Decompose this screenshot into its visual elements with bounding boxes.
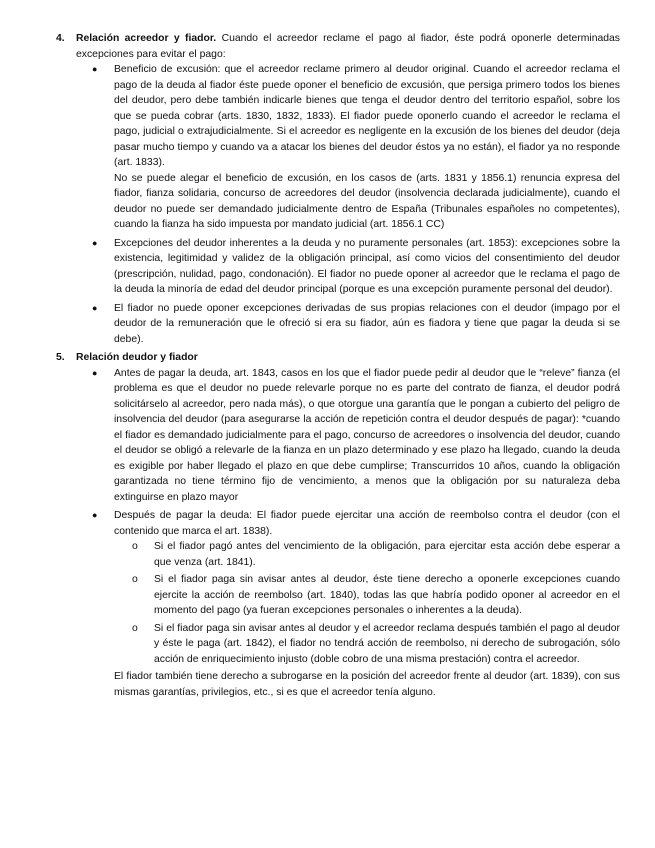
paragraph: Beneficio de excusión: que el acreedor reclame primero al deudor original. Cuando el acreedor reclama el pago de la deuda al fiador éste puede oponer el beneficio de excusión, que persiga primero todos los bienes del deudor, pero debe también indicarle bienes que tenga el deudor dentro del territorio español, sobre los que se pueda cobrar (arts. 1830, 1832, 1833). El fiador puede oponerlo cuando el acreedor le reclama el pago, judicial o extrajudicialmente. Si el acreedor es negligente en la excusión de los bienes del deudor (deja pasar mucho tiempo y cuando va a atacar los bienes del deudor éstos ya no están), el fiador ya no responde (art. 1833). (114, 64, 620, 168)
circle-bullet-icon: o (132, 541, 138, 552)
sub-list-item (132, 539, 620, 570)
paragraph: Antes de pagar la deuda, art. 1843, casos en los que el fiador puede pedir al deudor que le “releve” fianza (el problema es que el deudor no puede relevarle porque no es parte del contrato de fianza, el deudor podrá solicitárselo al acreedor, pero nada más), o que otorgue una garantía que le pongan a cubierto del peligro de insolvencia del deudor (para asegurarse la acción de repetición contra el deudor después de pagar): *cuando el fiador es demandado judicialmente para el pago, concurso de acreedores o insolvencia del deudor, cuando el deudor se obligó a relevarle de la fianza en un plazo determinado y ese plazo ha llegado, cuando la deuda es exigible por haber llegado el plazo en que debe cumplirse; Transcurridos 10 años, cuando la obligación garantizada no tiene término fijo de vencimiento, a menos que la obligación por su naturaleza deba extinguirse en plazo mayor (114, 367, 620, 503)
section-heading (76, 350, 620, 366)
sub-list-item (132, 621, 620, 668)
section-number: 5. (56, 352, 65, 363)
list-item (92, 62, 620, 233)
list-item (92, 366, 620, 506)
paragraph: Después de pagar la deuda: El fiador puede ejercitar una acción de reembolso contra el deudor (con el contenido que marca el art. 1838). (114, 510, 620, 537)
sub-list (114, 539, 620, 667)
section-5 (54, 350, 620, 700)
list-item (92, 236, 620, 298)
bullet-list (76, 62, 620, 347)
bullet-icon: ● (92, 64, 98, 74)
paragraph: El fiador no puede oponer excepciones derivadas de sus propias relaciones con el deudor (impago por el deudor de la remuneración que le ofreció si era su fiador, aún es fiadora y tiene que pagar la deuda si se debe). (114, 302, 620, 345)
section-title: Relación acreedor y fiador. (76, 33, 217, 44)
paragraph: No se puede alegar el beneficio de excusión, en los casos de (arts. 1831 y 1856.1) renuncia expresa del fiador, fianza solidaria, concurso de acreedores del deudor (insolvencia declarada judicialmente), cuando el deudor no puede ser demandado judicialmente dentro de España (Tribunales españoles no competentes), cuando la fianza ha sido impuesta por mandato judicial (art. 1856.1 CC) (114, 172, 620, 230)
bullet-list (76, 366, 620, 701)
section-heading (76, 31, 620, 62)
paragraph: Excepciones del deudor inherentes a la deuda y no puramente personales (art. 1853): excepciones sobre la existencia, legitimidad y validez de la obligación principal, así como vicios del consentimiento del deudor (prescripción, nulidad, pago, condonación). El fiador no puede oponer al acreedor que le reclama el pago de la deuda la minoría de edad del deudor principal (porque es una excepción puramente personal del deudor). (114, 237, 620, 295)
sub-list-item (132, 572, 620, 619)
document-page (54, 31, 620, 703)
bullet-icon: ● (92, 510, 98, 520)
circle-bullet-icon: o (132, 574, 138, 585)
section-number: 4. (56, 33, 65, 44)
section-4 (54, 31, 620, 347)
bullet-icon: ● (92, 302, 98, 313)
closing-paragraph: El fiador también tiene derecho a subrogarse en la posición del acreedor frente al deudor (art. 1839), con sus mismas garantías, privilegios, etc., si es que el acreedor tenía alguno. (114, 671, 620, 698)
section-intro: Cuando el acreedor reclame el pago al fiador, éste podrá oponerle determinadas excepciones para evitar el pago: (76, 33, 621, 60)
bullet-icon: ● (92, 237, 98, 248)
section-title: Relación deudor y fiador (76, 352, 198, 363)
bullet-icon: ● (92, 367, 98, 378)
sub-item-text: Si el fiador pagó antes del vencimiento de la obligación, para ejercitar esta acción debe esperar a que venza (art. 1841). (154, 541, 620, 568)
list-item (92, 301, 620, 348)
sub-item-text: Si el fiador paga sin avisar antes al deudor, éste tiene derecho a oponerle excepciones cuando ejercite la acción de reembolso (art. 1840), todas las que habría podido oponer al acreedor en el momento del pago (ya fueran excepciones personales o inherentes a la deuda). (154, 574, 620, 616)
circle-bullet-icon: o (132, 622, 138, 634)
list-item (92, 508, 620, 700)
sub-item-text: Si el fiador paga sin avisar antes al deudor y el acreedor reclama después también el pago al deudor y éste le paga (art. 1842), el fiador no tendrá acción de reembolso, ni derecho de subrogación, sólo acción de enriquecimiento injusto (doble cobro de una misma prestación) contra el acreedor. (154, 622, 620, 665)
